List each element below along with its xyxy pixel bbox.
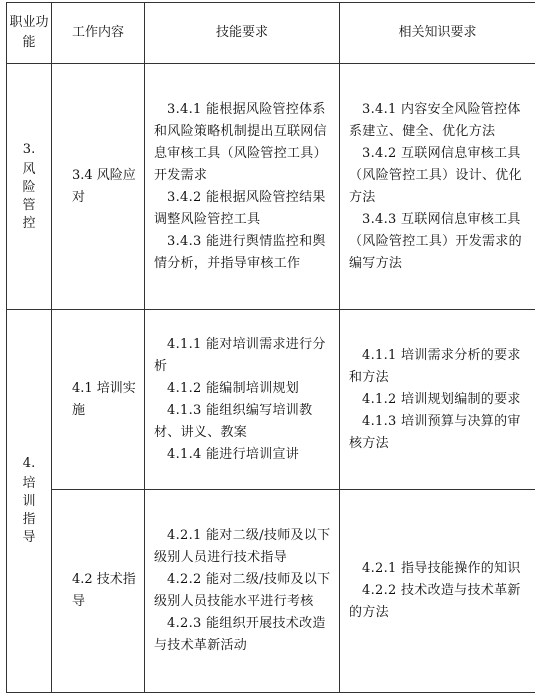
work-content-cell: 4.1 培训实施	[52, 310, 145, 490]
function-name: 风险管控	[22, 161, 36, 231]
table-header	[7, 3, 535, 64]
knowledge-cell	[340, 64, 535, 310]
knowledge-cell	[340, 310, 535, 490]
table-body	[7, 64, 535, 693]
function-cell	[7, 64, 52, 310]
skill-item: 4.1.3 能组织编写培训教材、讲义、教案	[154, 402, 313, 440]
header-row	[7, 3, 535, 64]
skill-item: 3.4.1 能根据风险管控体系和风险策略机制提出互联网信息审核工具（风险管控工具）开发需求	[154, 101, 327, 183]
table-row	[7, 490, 535, 693]
knowledge-cell	[340, 490, 535, 693]
skill-item: 4.2.2 能对二级/技师及以下级别人员技能水平进行考核	[154, 572, 331, 609]
function-number: 4.	[22, 456, 36, 471]
knowledge-item: 3.4.3 互联网信息审核工具（风险管控工具）开发需求的编写方法	[349, 211, 522, 271]
knowledge-item: 4.1.2 培训规划编制的要求	[362, 391, 521, 407]
work-content-cell: 3.4 风险应对	[52, 64, 145, 310]
skill-item: 3.4.3 能进行舆情监控和舆情分析，并指导审核工作	[154, 233, 326, 271]
table-row	[7, 64, 535, 310]
skill-item: 4.1.4 能进行培训宣讲	[167, 446, 300, 462]
header-knowledge: 相关知识要求	[340, 3, 535, 64]
header-content: 工作内容	[52, 3, 145, 64]
skill-item: 4.1.2 能编制培训规划	[167, 380, 300, 396]
skills-cell	[145, 64, 340, 310]
knowledge-item: 4.1.1 培训需求分析的要求和方法	[349, 347, 521, 385]
skill-item: 4.2.3 能组织开展技术改造与技术革新活动	[154, 616, 326, 653]
header-function: 职业功能	[7, 3, 52, 64]
function-cell	[7, 310, 52, 693]
skills-cell	[145, 490, 340, 693]
function-number: 3.	[22, 141, 36, 157]
knowledge-item: 3.4.1 内容安全风险管控体系建立、健全、优化方法	[349, 101, 521, 139]
skills-cell	[145, 310, 340, 490]
function-name: 培训指导	[22, 476, 36, 545]
skill-item: 3.4.2 能根据风险管控结果调整风险管控工具	[154, 189, 326, 227]
knowledge-item: 4.2.1 指导技能操作的知识	[362, 561, 521, 576]
knowledge-item: 4.2.2 技术改造与技术革新的方法	[349, 583, 521, 620]
skills-table	[6, 2, 535, 693]
knowledge-item: 3.4.2 互联网信息审核工具（风险管控工具）设计、优化方法	[349, 145, 522, 205]
knowledge-item: 4.1.3 培训预算与决算的审核方法	[349, 413, 521, 451]
skill-item: 4.1.1 能对培训需求进行分析	[154, 336, 326, 374]
work-content-cell: 4.2 技术指导	[52, 490, 145, 693]
table-row	[7, 310, 535, 490]
skill-item: 4.2.1 能对二级/技师及以下级别人员进行技术指导	[154, 528, 331, 565]
header-skills: 技能要求	[145, 3, 340, 64]
